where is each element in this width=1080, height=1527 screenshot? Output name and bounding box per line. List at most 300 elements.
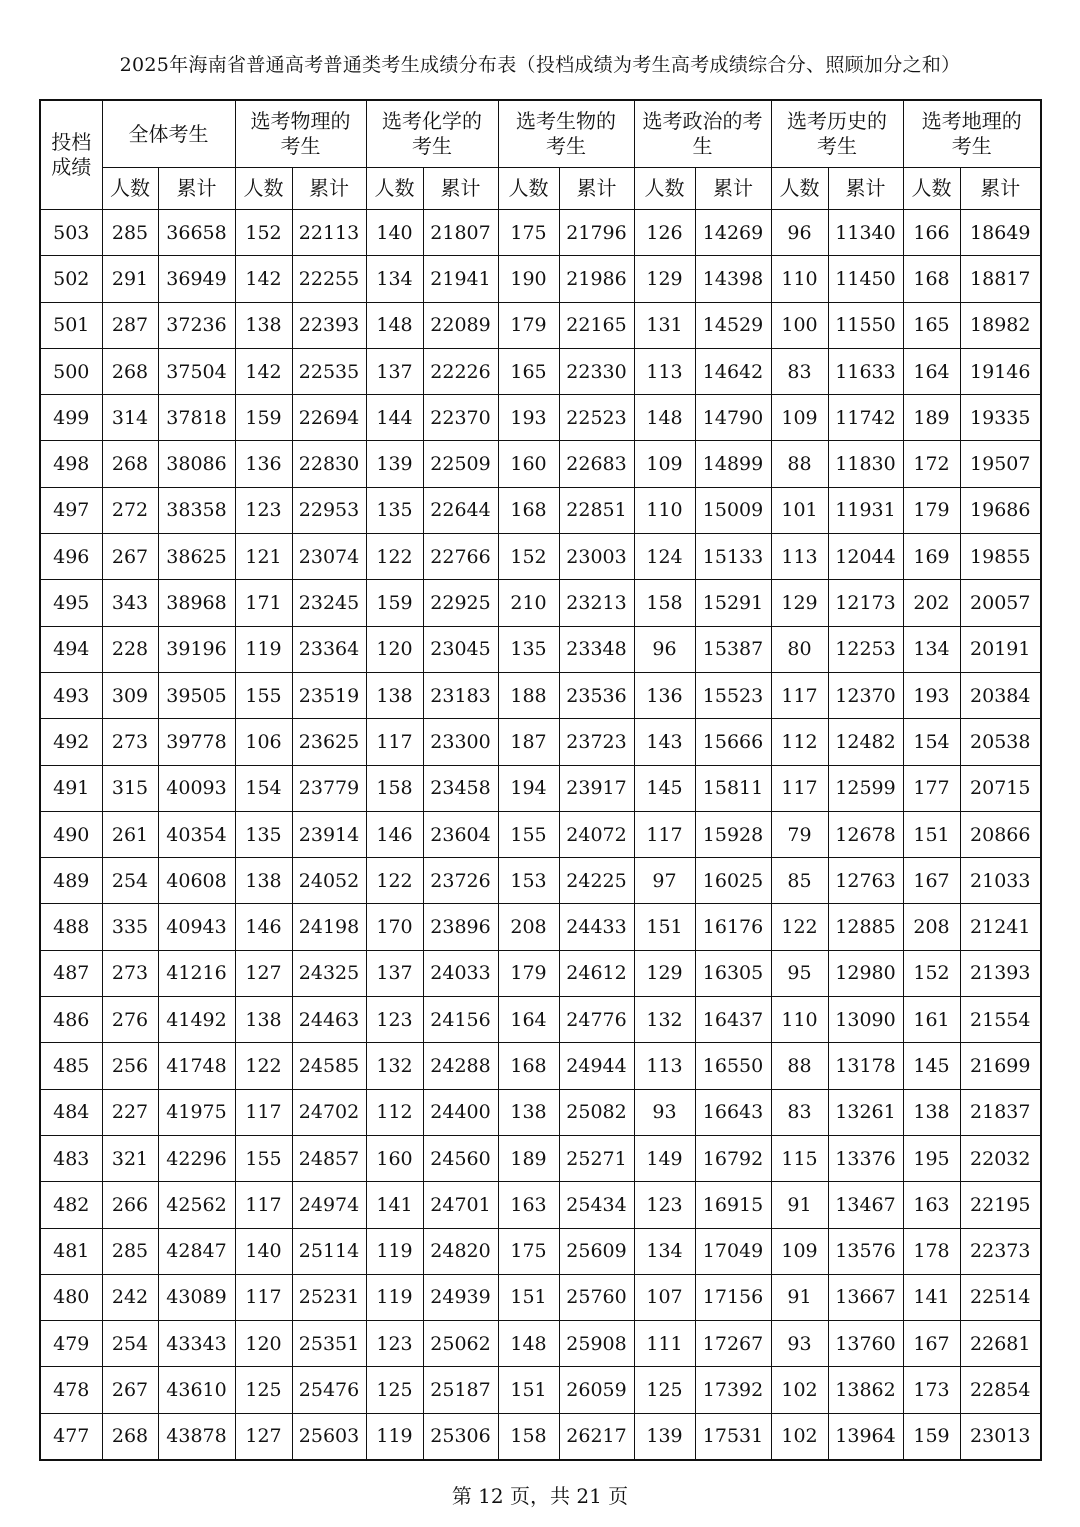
- count-cell: 228: [102, 626, 158, 672]
- cumulative-cell: 23604: [423, 811, 498, 857]
- score-cell: 499: [40, 395, 102, 441]
- count-cell: 242: [102, 1274, 158, 1320]
- count-cell: 132: [634, 997, 695, 1043]
- score-cell: 485: [40, 1043, 102, 1089]
- count-cell: 155: [235, 672, 292, 718]
- count-cell: 172: [903, 441, 960, 487]
- table-row: [40, 1228, 1041, 1274]
- count-cell: 158: [366, 765, 423, 811]
- score-cell: 500: [40, 348, 102, 394]
- count-cell: 132: [366, 1043, 423, 1089]
- cumulative-cell: 15387: [695, 626, 771, 672]
- cumulative-cell: 23348: [559, 626, 634, 672]
- cumulative-cell: 16025: [695, 858, 771, 904]
- count-cell: 143: [634, 719, 695, 765]
- cumulative-cell: 20866: [960, 811, 1041, 857]
- count-cell: 119: [235, 626, 292, 672]
- table-row: [40, 1367, 1041, 1413]
- count-cell: 117: [235, 1274, 292, 1320]
- cumulative-cell: 22953: [292, 487, 366, 533]
- score-cell: 493: [40, 672, 102, 718]
- cumulative-cell: 24433: [559, 904, 634, 950]
- header-group-history: 选考历史的考生: [771, 100, 903, 168]
- cumulative-cell: 23245: [292, 580, 366, 626]
- cumulative-cell: 24944: [559, 1043, 634, 1089]
- count-cell: 164: [903, 348, 960, 394]
- cumulative-cell: 23625: [292, 719, 366, 765]
- cumulative-cell: 20538: [960, 719, 1041, 765]
- count-cell: 96: [634, 626, 695, 672]
- count-cell: 179: [903, 487, 960, 533]
- cumulative-cell: 22509: [423, 441, 498, 487]
- score-cell: 477: [40, 1413, 102, 1460]
- count-cell: 117: [235, 1089, 292, 1135]
- count-cell: 136: [235, 441, 292, 487]
- count-cell: 138: [366, 672, 423, 718]
- count-cell: 163: [498, 1182, 559, 1228]
- cumulative-cell: 23914: [292, 811, 366, 857]
- cumulative-cell: 12253: [828, 626, 903, 672]
- count-cell: 141: [903, 1274, 960, 1320]
- table-row: [40, 395, 1041, 441]
- cumulative-cell: 17156: [695, 1274, 771, 1320]
- header-cumulative: 累计: [828, 168, 903, 210]
- cumulative-cell: 20715: [960, 765, 1041, 811]
- count-cell: 123: [634, 1182, 695, 1228]
- cumulative-cell: 25062: [423, 1321, 498, 1367]
- count-cell: 202: [903, 580, 960, 626]
- count-cell: 88: [771, 1043, 828, 1089]
- count-cell: 106: [235, 719, 292, 765]
- cumulative-cell: 23519: [292, 672, 366, 718]
- cumulative-cell: 39505: [158, 672, 235, 718]
- count-cell: 122: [771, 904, 828, 950]
- count-cell: 173: [903, 1367, 960, 1413]
- score-cell: 492: [40, 719, 102, 765]
- cumulative-cell: 40093: [158, 765, 235, 811]
- cumulative-cell: 23003: [559, 534, 634, 580]
- count-cell: 97: [634, 858, 695, 904]
- count-cell: 154: [235, 765, 292, 811]
- header-cumulative: 累计: [960, 168, 1041, 210]
- cumulative-cell: 21241: [960, 904, 1041, 950]
- header-cumulative: 累计: [158, 168, 235, 210]
- count-cell: 138: [903, 1089, 960, 1135]
- cumulative-cell: 41975: [158, 1089, 235, 1135]
- cumulative-cell: 11550: [828, 302, 903, 348]
- count-cell: 122: [235, 1043, 292, 1089]
- count-cell: 160: [498, 441, 559, 487]
- count-cell: 159: [366, 580, 423, 626]
- cumulative-cell: 11633: [828, 348, 903, 394]
- score-distribution-table: [39, 99, 1042, 1461]
- cumulative-cell: 12370: [828, 672, 903, 718]
- cumulative-cell: 24198: [292, 904, 366, 950]
- cumulative-cell: 22373: [960, 1228, 1041, 1274]
- cumulative-cell: 23183: [423, 672, 498, 718]
- cumulative-cell: 22683: [559, 441, 634, 487]
- count-cell: 134: [634, 1228, 695, 1274]
- count-cell: 314: [102, 395, 158, 441]
- table-row: [40, 1321, 1041, 1367]
- count-cell: 91: [771, 1182, 828, 1228]
- count-cell: 159: [903, 1413, 960, 1460]
- count-cell: 112: [771, 719, 828, 765]
- score-cell: 497: [40, 487, 102, 533]
- cumulative-cell: 42847: [158, 1228, 235, 1274]
- cumulative-cell: 22925: [423, 580, 498, 626]
- count-cell: 146: [235, 904, 292, 950]
- cumulative-cell: 23536: [559, 672, 634, 718]
- cumulative-cell: 21796: [559, 210, 634, 256]
- count-cell: 195: [903, 1135, 960, 1181]
- cumulative-cell: 12482: [828, 719, 903, 765]
- header-score: 投档成绩: [40, 100, 102, 210]
- cumulative-cell: 15928: [695, 811, 771, 857]
- cumulative-cell: 23723: [559, 719, 634, 765]
- count-cell: 291: [102, 256, 158, 302]
- cumulative-cell: 22694: [292, 395, 366, 441]
- count-cell: 109: [634, 441, 695, 487]
- cumulative-cell: 21033: [960, 858, 1041, 904]
- count-cell: 272: [102, 487, 158, 533]
- count-cell: 189: [903, 395, 960, 441]
- cumulative-cell: 21807: [423, 210, 498, 256]
- count-cell: 102: [771, 1413, 828, 1460]
- header-count: 人数: [498, 168, 559, 210]
- count-cell: 148: [498, 1321, 559, 1367]
- count-cell: 125: [366, 1367, 423, 1413]
- cumulative-cell: 22854: [960, 1367, 1041, 1413]
- count-cell: 154: [903, 719, 960, 765]
- cumulative-cell: 22195: [960, 1182, 1041, 1228]
- header-group-physics: 选考物理的考生: [235, 100, 366, 168]
- count-cell: 109: [771, 395, 828, 441]
- cumulative-cell: 16643: [695, 1089, 771, 1135]
- table-row: [40, 626, 1041, 672]
- count-cell: 168: [498, 487, 559, 533]
- table-row: [40, 1089, 1041, 1135]
- count-cell: 102: [771, 1367, 828, 1413]
- count-cell: 117: [235, 1182, 292, 1228]
- count-cell: 138: [235, 858, 292, 904]
- cumulative-cell: 24225: [559, 858, 634, 904]
- cumulative-cell: 20191: [960, 626, 1041, 672]
- count-cell: 83: [771, 1089, 828, 1135]
- cumulative-cell: 24612: [559, 950, 634, 996]
- score-cell: 478: [40, 1367, 102, 1413]
- cumulative-cell: 25114: [292, 1228, 366, 1274]
- count-cell: 142: [235, 256, 292, 302]
- cumulative-cell: 25603: [292, 1413, 366, 1460]
- count-cell: 138: [498, 1089, 559, 1135]
- count-cell: 179: [498, 950, 559, 996]
- cumulative-cell: 24585: [292, 1043, 366, 1089]
- count-cell: 153: [498, 858, 559, 904]
- cumulative-cell: 21837: [960, 1089, 1041, 1135]
- count-cell: 155: [498, 811, 559, 857]
- cumulative-cell: 42296: [158, 1135, 235, 1181]
- cumulative-cell: 22089: [423, 302, 498, 348]
- count-cell: 158: [498, 1413, 559, 1460]
- cumulative-cell: 24033: [423, 950, 498, 996]
- score-cell: 481: [40, 1228, 102, 1274]
- cumulative-cell: 13178: [828, 1043, 903, 1089]
- cumulative-cell: 12678: [828, 811, 903, 857]
- cumulative-cell: 16437: [695, 997, 771, 1043]
- table-row: [40, 487, 1041, 533]
- count-cell: 91: [771, 1274, 828, 1320]
- cumulative-cell: 13090: [828, 997, 903, 1043]
- score-cell: 498: [40, 441, 102, 487]
- cumulative-cell: 11340: [828, 210, 903, 256]
- cumulative-cell: 36658: [158, 210, 235, 256]
- cumulative-cell: 21941: [423, 256, 498, 302]
- count-cell: 131: [634, 302, 695, 348]
- table-row: [40, 302, 1041, 348]
- score-cell: 487: [40, 950, 102, 996]
- cumulative-cell: 13576: [828, 1228, 903, 1274]
- count-cell: 146: [366, 811, 423, 857]
- cumulative-cell: 41216: [158, 950, 235, 996]
- count-cell: 190: [498, 256, 559, 302]
- count-cell: 113: [771, 534, 828, 580]
- cumulative-cell: 37504: [158, 348, 235, 394]
- cumulative-cell: 22681: [960, 1321, 1041, 1367]
- table-body: [40, 210, 1041, 1461]
- count-cell: 79: [771, 811, 828, 857]
- count-cell: 129: [634, 950, 695, 996]
- cumulative-cell: 25434: [559, 1182, 634, 1228]
- count-cell: 254: [102, 858, 158, 904]
- cumulative-cell: 14529: [695, 302, 771, 348]
- cumulative-cell: 43089: [158, 1274, 235, 1320]
- count-cell: 138: [235, 997, 292, 1043]
- count-cell: 123: [366, 1321, 423, 1367]
- cumulative-cell: 17267: [695, 1321, 771, 1367]
- cumulative-cell: 39778: [158, 719, 235, 765]
- cumulative-cell: 25908: [559, 1321, 634, 1367]
- count-cell: 140: [235, 1228, 292, 1274]
- table-row: [40, 256, 1041, 302]
- count-cell: 167: [903, 858, 960, 904]
- cumulative-cell: 24463: [292, 997, 366, 1043]
- cumulative-cell: 23074: [292, 534, 366, 580]
- count-cell: 227: [102, 1089, 158, 1135]
- count-cell: 273: [102, 950, 158, 996]
- cumulative-cell: 25760: [559, 1274, 634, 1320]
- count-cell: 163: [903, 1182, 960, 1228]
- count-cell: 193: [498, 395, 559, 441]
- header-cumulative: 累计: [695, 168, 771, 210]
- score-cell: 490: [40, 811, 102, 857]
- cumulative-cell: 24776: [559, 997, 634, 1043]
- count-cell: 256: [102, 1043, 158, 1089]
- cumulative-cell: 16176: [695, 904, 771, 950]
- cumulative-cell: 26217: [559, 1413, 634, 1460]
- cumulative-cell: 38968: [158, 580, 235, 626]
- cumulative-cell: 19335: [960, 395, 1041, 441]
- count-cell: 121: [235, 534, 292, 580]
- count-cell: 127: [235, 950, 292, 996]
- count-cell: 160: [366, 1135, 423, 1181]
- count-cell: 93: [634, 1089, 695, 1135]
- cumulative-cell: 14899: [695, 441, 771, 487]
- cumulative-cell: 17392: [695, 1367, 771, 1413]
- cumulative-cell: 38358: [158, 487, 235, 533]
- header-group-chemistry: 选考化学的考生: [366, 100, 498, 168]
- cumulative-cell: 15291: [695, 580, 771, 626]
- header-count: 人数: [634, 168, 695, 210]
- cumulative-cell: 25476: [292, 1367, 366, 1413]
- cumulative-cell: 13376: [828, 1135, 903, 1181]
- cumulative-cell: 24560: [423, 1135, 498, 1181]
- count-cell: 164: [498, 997, 559, 1043]
- count-cell: 148: [634, 395, 695, 441]
- count-cell: 168: [903, 256, 960, 302]
- header-cumulative: 累计: [559, 168, 634, 210]
- cumulative-cell: 25609: [559, 1228, 634, 1274]
- cumulative-cell: 12763: [828, 858, 903, 904]
- count-cell: 135: [366, 487, 423, 533]
- count-cell: 120: [235, 1321, 292, 1367]
- count-cell: 158: [634, 580, 695, 626]
- count-cell: 273: [102, 719, 158, 765]
- cumulative-cell: 38625: [158, 534, 235, 580]
- table-row: [40, 210, 1041, 256]
- count-cell: 119: [366, 1413, 423, 1460]
- cumulative-cell: 19855: [960, 534, 1041, 580]
- count-cell: 188: [498, 672, 559, 718]
- cumulative-cell: 17531: [695, 1413, 771, 1460]
- cumulative-cell: 24701: [423, 1182, 498, 1228]
- count-cell: 171: [235, 580, 292, 626]
- cumulative-cell: 24325: [292, 950, 366, 996]
- cumulative-cell: 37236: [158, 302, 235, 348]
- cumulative-cell: 18649: [960, 210, 1041, 256]
- count-cell: 142: [235, 348, 292, 394]
- count-cell: 113: [634, 348, 695, 394]
- table-row: [40, 997, 1041, 1043]
- count-cell: 134: [366, 256, 423, 302]
- cumulative-cell: 25306: [423, 1413, 498, 1460]
- header-group-biology: 选考生物的考生: [498, 100, 634, 168]
- count-cell: 135: [498, 626, 559, 672]
- count-cell: 136: [634, 672, 695, 718]
- count-cell: 123: [366, 997, 423, 1043]
- count-cell: 145: [903, 1043, 960, 1089]
- table-row: [40, 348, 1041, 394]
- header-row-sub: [40, 168, 1041, 210]
- cumulative-cell: 24400: [423, 1089, 498, 1135]
- count-cell: 117: [366, 719, 423, 765]
- count-cell: 107: [634, 1274, 695, 1320]
- count-cell: 126: [634, 210, 695, 256]
- count-cell: 139: [634, 1413, 695, 1460]
- table-row: [40, 719, 1041, 765]
- count-cell: 93: [771, 1321, 828, 1367]
- header-group-all: 全体考生: [102, 100, 235, 168]
- cumulative-cell: 13467: [828, 1182, 903, 1228]
- score-cell: 479: [40, 1321, 102, 1367]
- header-count: 人数: [366, 168, 423, 210]
- cumulative-cell: 22851: [559, 487, 634, 533]
- header-group-geography: 选考地理的考生: [903, 100, 1041, 168]
- table-row: [40, 904, 1041, 950]
- count-cell: 140: [366, 210, 423, 256]
- count-cell: 268: [102, 1413, 158, 1460]
- count-cell: 194: [498, 765, 559, 811]
- count-cell: 135: [235, 811, 292, 857]
- count-cell: 119: [366, 1228, 423, 1274]
- count-cell: 144: [366, 395, 423, 441]
- table-row: [40, 858, 1041, 904]
- cumulative-cell: 37818: [158, 395, 235, 441]
- table-row: [40, 534, 1041, 580]
- count-cell: 123: [235, 487, 292, 533]
- cumulative-cell: 18982: [960, 302, 1041, 348]
- cumulative-cell: 40608: [158, 858, 235, 904]
- cumulative-cell: 22255: [292, 256, 366, 302]
- cumulative-cell: 14269: [695, 210, 771, 256]
- header-group-politics: 选考政治的考生: [634, 100, 771, 168]
- cumulative-cell: 15133: [695, 534, 771, 580]
- count-cell: 151: [498, 1274, 559, 1320]
- cumulative-cell: 19507: [960, 441, 1041, 487]
- cumulative-cell: 23300: [423, 719, 498, 765]
- cumulative-cell: 24288: [423, 1043, 498, 1089]
- cumulative-cell: 22644: [423, 487, 498, 533]
- count-cell: 261: [102, 811, 158, 857]
- count-cell: 315: [102, 765, 158, 811]
- cumulative-cell: 24072: [559, 811, 634, 857]
- count-cell: 193: [903, 672, 960, 718]
- cumulative-cell: 21393: [960, 950, 1041, 996]
- score-cell: 503: [40, 210, 102, 256]
- count-cell: 335: [102, 904, 158, 950]
- table-row: [40, 950, 1041, 996]
- count-cell: 151: [498, 1367, 559, 1413]
- table-row: [40, 580, 1041, 626]
- count-cell: 309: [102, 672, 158, 718]
- count-cell: 175: [498, 1228, 559, 1274]
- cumulative-cell: 11742: [828, 395, 903, 441]
- cumulative-cell: 40943: [158, 904, 235, 950]
- table-row: [40, 1274, 1041, 1320]
- count-cell: 95: [771, 950, 828, 996]
- cumulative-cell: 24156: [423, 997, 498, 1043]
- cumulative-cell: 39196: [158, 626, 235, 672]
- cumulative-cell: 22165: [559, 302, 634, 348]
- cumulative-cell: 20384: [960, 672, 1041, 718]
- cumulative-cell: 22226: [423, 348, 498, 394]
- count-cell: 119: [366, 1274, 423, 1320]
- count-cell: 137: [366, 950, 423, 996]
- score-cell: 483: [40, 1135, 102, 1181]
- cumulative-cell: 24820: [423, 1228, 498, 1274]
- cumulative-cell: 22330: [559, 348, 634, 394]
- cumulative-cell: 15811: [695, 765, 771, 811]
- page-footer: 第 12 页，共 21 页: [451, 1484, 629, 1508]
- cumulative-cell: 22113: [292, 210, 366, 256]
- count-cell: 152: [498, 534, 559, 580]
- cumulative-cell: 22523: [559, 395, 634, 441]
- count-cell: 165: [498, 348, 559, 394]
- count-cell: 148: [366, 302, 423, 348]
- count-cell: 321: [102, 1135, 158, 1181]
- count-cell: 285: [102, 1228, 158, 1274]
- score-cell: 491: [40, 765, 102, 811]
